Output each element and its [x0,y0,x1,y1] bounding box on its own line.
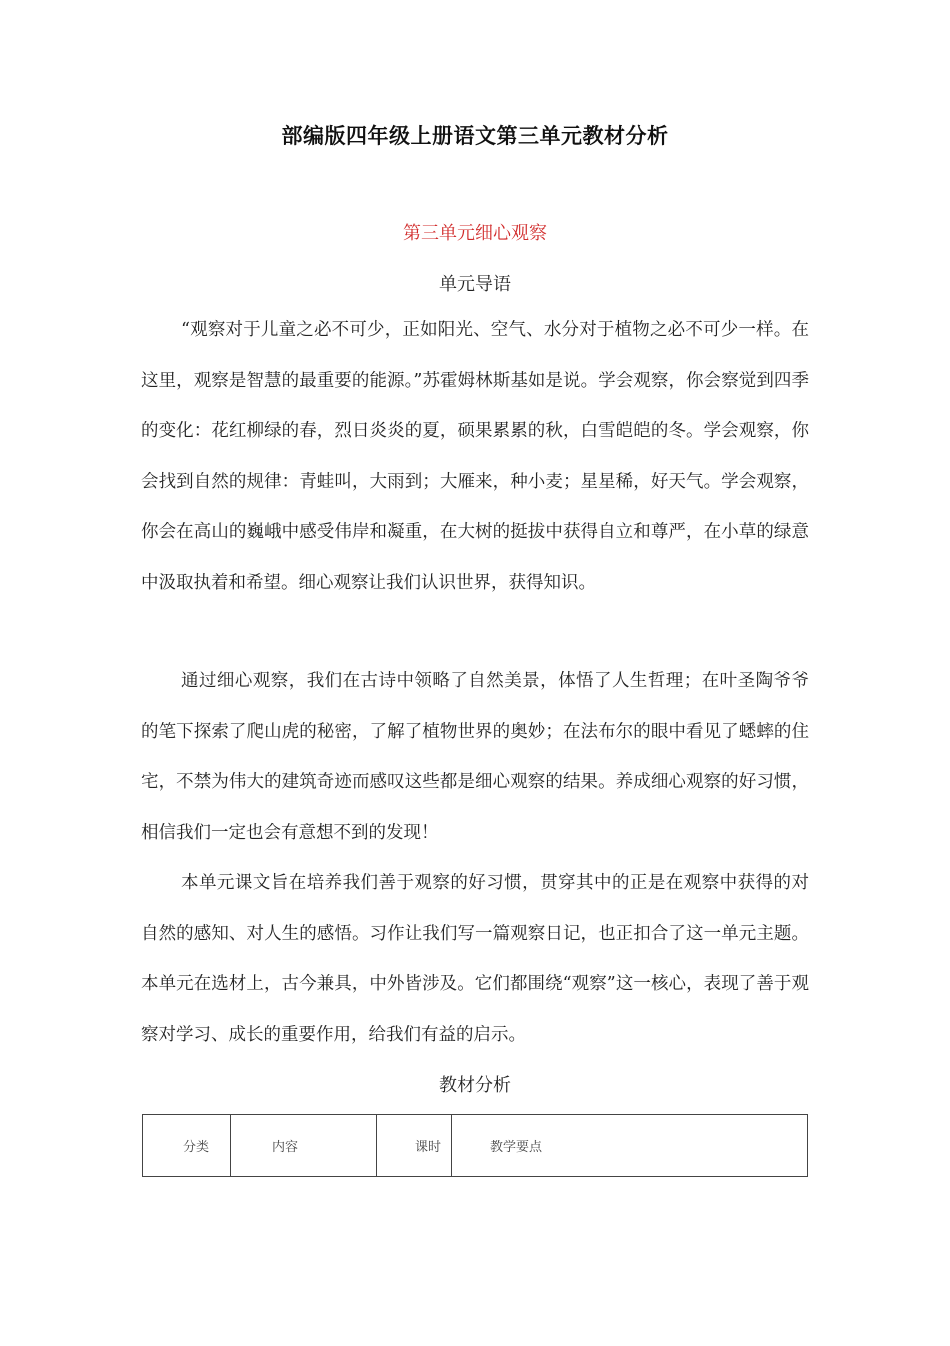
paragraph: “观察对于儿童之必不可少，正如阳光、空气、水分对于植物之必不可少一样。在这里，观察是智慧的最重要的能源。”苏霍姆林斯基如是说。学会观察，你会察觉到四季的变化：花红柳绿的春，烈日炎炎的夏，硕果累累的秋，白雪皑皑的冬。学会观察，你会找到自然的规律：青蛙叫，大雨到；大雁来，种小麦；星星稀，好天气。学会观察，你会在高山的巍峨中感受伟岸和凝重，在大树的挺拔中获得自立和尊严，在小草的绿意中汲取执着和希望。细心观察让我们认识世界，获得知识。 [141,320,809,593]
paragraph: 通过细心观察，我们在古诗中领略了自然美景，体悟了人生哲理；在叶圣陶爷爷的笔下探索了爬山虎的秘密，了解了植物世界的奥妙；在法布尔的眼中看见了蟋蟀的住宅，不禁为伟大的建筑奇迹而感叹这些都是细心观察的结果。养成细心观察的好习惯，相信我们一定也会有意想不到的发现！ [141,671,809,843]
analysis-table [142,1114,808,1177]
analysis-heading: 教材分析 [439,1075,511,1096]
header-key-points: 教学要点 [490,1140,543,1155]
paragraph: 本单元课文旨在培养我们善于观察的好习惯，贯穿其中的正是在观察中获得的对自然的感知、对人生的感悟。习作让我们写一篇观察日记，也正扣合了这一单元主题。本单元在选材上，古今兼具，中外皆涉及。它们都围绕“观察”这一核心，表现了善于观察对学习、成长的重要作用，给我们有益的启示。 [141,873,809,1045]
table-header-cell [231,1115,377,1177]
table-header-cell [452,1115,808,1177]
header-content: 内容 [272,1140,299,1155]
intro-heading: 单元导语 [439,274,511,295]
document-title: 部编版四年级上册语文第三单元教材分析 [281,124,669,148]
table-header-row [143,1115,808,1177]
table-header-cell [143,1115,231,1177]
table-header-cell [377,1115,452,1177]
header-category: 分类 [183,1140,210,1155]
unit-title: 第三单元细心观察 [403,223,547,244]
header-periods: 课时 [415,1140,442,1155]
